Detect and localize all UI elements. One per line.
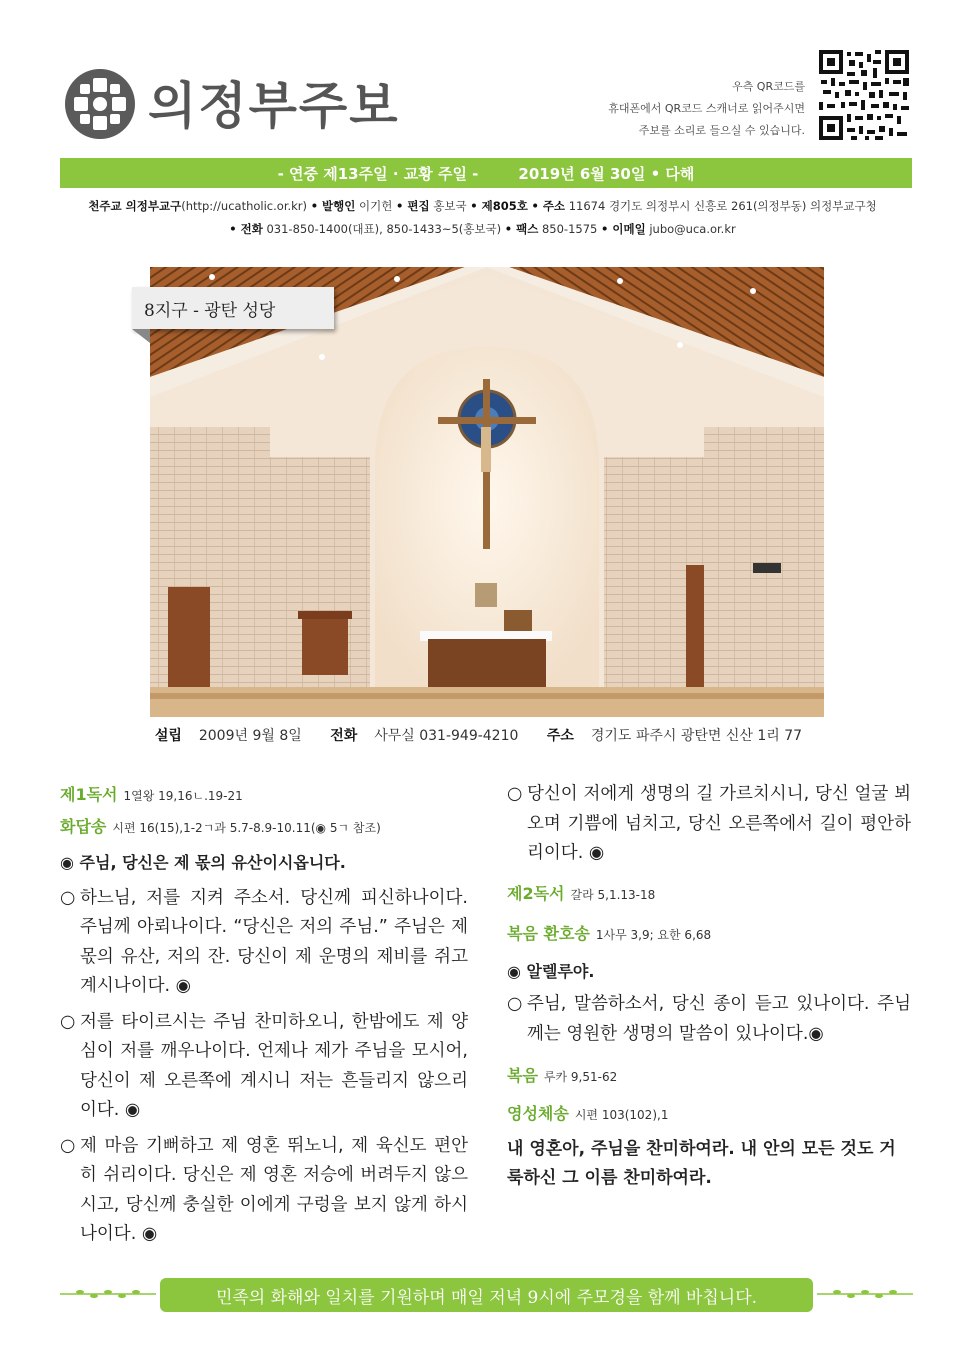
readings-left-column: [60, 780, 468, 1250]
gospel-acclamation-ref: 1사무 3,9; 요한 6,68: [595, 927, 712, 942]
org-url[interactable]: (http://ucatholic.or.kr): [181, 199, 308, 213]
psalm-verse: ○ 제 마음 기뻐하고 제 영혼 뛰노니, 제 육신도 편안히 쉬리이다. 당신은 제 영혼 저승에 버려두지 않으시고, 당신께 충실한 이에게 구렁을 보지 않게 하시나이다. ◉: [60, 1135, 468, 1244]
church-interior-photo: [150, 267, 824, 717]
date-bar: [60, 158, 912, 188]
alleluia: ◉ 알렐루야.: [507, 961, 595, 981]
alleluia-verse: ○ 주님, 말씀하소서, 당신 종이 듣고 있나이다. 주님께는 영원한 생명의 말씀이 있나이다.◉: [507, 994, 911, 1044]
district-label: 8지구 - 광탄 성당: [132, 287, 334, 329]
first-reading-label: 제1독서: [60, 785, 118, 804]
founded-label: 설립: [154, 728, 182, 744]
psalm-label: 화답송: [60, 817, 107, 836]
publisher: 이기헌: [359, 199, 393, 213]
church-caption: [0, 725, 965, 745]
editor-label: • 편집: [396, 199, 430, 213]
address-label: • 주소: [531, 199, 566, 213]
church-address: 경기도 파주시 광탄면 신산 1리 77: [590, 728, 803, 744]
contact-info: [0, 221, 965, 237]
first-reading-ref: 1열왕 19,16ㄴ.19-21: [123, 789, 243, 803]
psalm-response: ◉ 주님, 당신은 제 몫의 유산이시옵니다.: [60, 853, 346, 872]
fax-label: • 팩스: [504, 222, 539, 236]
communion-ref: 시편 103(102),1: [574, 1108, 669, 1122]
org-label: 천주교 의정부교구: [88, 199, 182, 213]
publisher-info: [0, 198, 965, 214]
publisher-label: • 발행인: [310, 199, 356, 213]
email-label: • 이메일: [601, 222, 646, 236]
qr-text-line: 우측 QR코드를: [732, 80, 805, 93]
church-phone: 사무실 031-949-4210: [374, 728, 519, 744]
qr-text-line: 주보를 소리로 들으실 수 있습니다.: [638, 124, 805, 137]
liturgical-day: - 연중 제13주일 · 교황 주일 -: [277, 164, 479, 183]
second-reading-ref: 갈라 5,1.13-18: [570, 887, 656, 902]
diocese-logo-icon: [64, 68, 136, 140]
founded-date: 2009년 9월 8일: [198, 728, 302, 744]
psalm-verse: ○ 당신이 저에게 생명의 길 가르치시니, 당신 얼굴 뵈오며 기쁨에 넘치고, 당신 오른쪽에서 길이 평안하리이다. ◉: [507, 784, 911, 863]
qr-text-line: 휴대폰에서 QR코드 스캐너로 읽어주시면: [608, 102, 805, 115]
second-reading-label: 제2독서: [507, 883, 565, 903]
right-vine-decoration-icon: [817, 1289, 913, 1299]
label-fold: [132, 329, 150, 343]
psalm-ref: 시편 16(15),1-2ㄱ과 5.7-8.9-10.11(◉ 5ㄱ 참조): [112, 821, 381, 835]
church-phone-label: 전화: [330, 728, 358, 744]
communion-antiphon: 내 영혼아, 주님을 찬미하여라. 내 안의 모든 것도 거룩하신 그 이름 찬미하여라.: [507, 1139, 896, 1188]
gospel-acclamation-label: 복음 환호송: [507, 923, 590, 943]
fax: 850-1575: [541, 222, 598, 236]
gospel-label: 복음: [507, 1066, 538, 1085]
bulletin-title: 의정부주보: [148, 76, 400, 135]
qr-instructions: [608, 76, 805, 142]
church-address-label: 주소: [546, 728, 574, 744]
readings-right-column: [507, 780, 911, 1193]
bulletin-date: 2019년 6월 30일 • 다해: [518, 164, 695, 183]
issue-number: • 제805호: [470, 199, 528, 213]
psalm-verse: ○ 저를 타이르시는 주님 찬미하오니, 한밤에도 제 양심이 저를 깨우나이다. 언제나 제가 주님을 모시어, 당신이 제 오른쪽에 계시니 저는 흔들리지 않으리이다. ◉: [60, 1011, 468, 1120]
psalm-verse: ○ 하느님, 저를 지켜 주소서. 당신께 피신하나이다. 주님께 아뢰나이다. “당신은 저의 주님.” 주님은 제 몫의 유산, 저의 잔. 당신이 제 운명의 제비를 쥐고 계시나이다. ◉: [60, 887, 468, 996]
gospel-ref: 루카 9,51-62: [543, 1070, 618, 1084]
address: 11674 경기도 의정부시 신흥로 261(의정부동) 의정부교구청: [568, 199, 877, 213]
qr-code-icon[interactable]: [817, 48, 911, 142]
email[interactable]: jubo@uca.or.kr: [649, 222, 736, 236]
communion-label: 영성체송: [507, 1104, 569, 1123]
phone: 031-850-1400(대표), 850-1433~5(홍보국): [266, 222, 502, 236]
editor: 홍보국: [433, 199, 467, 213]
phone-label: • 전화: [229, 222, 263, 236]
prayer-banner: 민족의 화해와 일치를 기원하며 매일 저녁 9시에 주모경을 함께 바칩니다.: [160, 1278, 813, 1312]
left-vine-decoration-icon: [60, 1289, 156, 1299]
